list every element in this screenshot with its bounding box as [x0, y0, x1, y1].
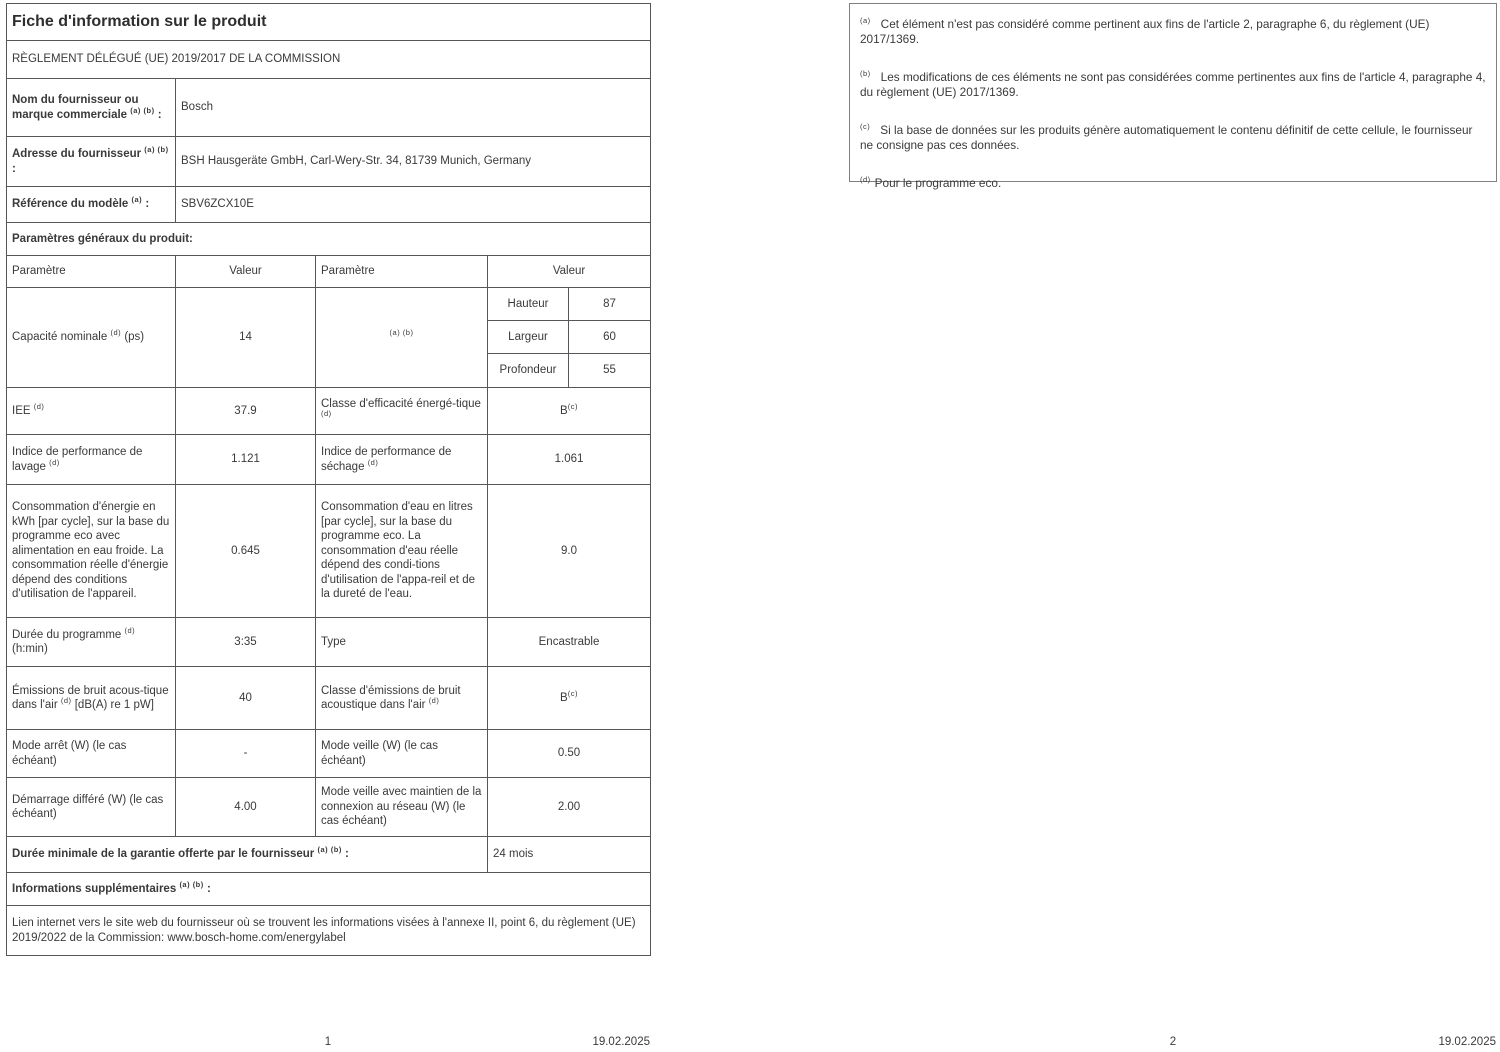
networked-standby-value: 2.00 [557, 800, 581, 813]
standby-value: 0.50 [557, 747, 581, 760]
iee-label-cell [7, 388, 176, 435]
iee-value: 37.9 [234, 404, 257, 417]
supplier-name-value-cell [176, 79, 651, 137]
noise-label: Émissions de bruit acous-tique dans l'air [12, 684, 169, 711]
duration-label-cell [7, 618, 176, 667]
off-mode-value: - [243, 747, 248, 760]
dim-profondeur-value: 55 [603, 364, 616, 377]
section-header-text: Paramètres généraux du produit: [12, 232, 193, 245]
water-consumption-label: Consommation d'eau en litres [par cycle], sur la base du programme eco. La consommation d'eau réelle dépend des condi-tions d'utilisation de l'appa-reil et de la dureté de l'eau. [321, 501, 475, 601]
networked-standby-label: Mode veille avec maintien de la connexion au réseau (W) (le cas échéant) [321, 786, 482, 828]
energy-class-value: B [560, 404, 568, 417]
model-ref-value-cell [176, 187, 651, 223]
sup-marker: (d) [49, 457, 60, 467]
performance-row [7, 435, 651, 485]
guarantee-value-cell [488, 837, 651, 873]
sup-marker: (d) [124, 625, 136, 635]
noise-class-label-cell [316, 667, 488, 730]
page2-number: 2 [1169, 1036, 1177, 1048]
duration-row [7, 618, 651, 667]
sup-marker: (a) [131, 195, 143, 205]
delayed-start-value-cell [176, 778, 316, 837]
guarantee-label-cell [7, 837, 488, 873]
noise-class-label: Classe d'émissions de bruit acoustique dans l'air [321, 684, 461, 711]
washing-index-value-cell [176, 435, 316, 485]
dim-largeur-value: 60 [603, 330, 616, 343]
supplier-address-label-cell [7, 137, 176, 187]
delayed-start-row [7, 778, 651, 837]
page1-number: 1 [324, 1036, 332, 1048]
regulation-text: RÈGLEMENT DÉLÉGUÉ (UE) 2019/2017 DE LA COMMISSION [12, 53, 341, 66]
guarantee-label-colon: : [341, 848, 349, 861]
water-consumption-label-cell [316, 485, 488, 618]
off-mode-row [7, 730, 651, 778]
sup-marker: (d) [367, 457, 379, 467]
sup-marker: (c) [567, 401, 578, 411]
guarantee-label: Durée minimale de la garantie offerte par le fournisseur [12, 848, 318, 861]
supplier-name-label-cell [7, 79, 176, 137]
col-header-param1 [7, 256, 176, 288]
energy-consumption-row [7, 485, 651, 618]
dimensions-label-cell [316, 288, 488, 388]
iee-label: IEE [12, 404, 34, 417]
col-header-param2-text: Paramètre [321, 265, 375, 278]
water-consumption-value-cell [488, 485, 651, 618]
energy-consumption-label-cell [7, 485, 176, 618]
supplier-name-row [7, 79, 651, 137]
off-mode-value-cell [176, 730, 316, 778]
supplier-address-label-colon: : [12, 162, 16, 175]
networked-standby-label-cell [316, 778, 488, 837]
col-header-value1 [176, 256, 316, 288]
sup-marker: (c) [860, 122, 871, 132]
dim-profondeur-label: Profondeur [499, 364, 557, 377]
noise-row [7, 667, 651, 730]
page2-date: 19.02.2025 [1438, 1036, 1496, 1048]
footnote-b [860, 70, 1486, 100]
model-ref-row [7, 187, 651, 223]
water-consumption-value: 9.0 [561, 544, 577, 557]
sup-marker: (a) (b) [130, 105, 155, 115]
col-header-value2 [488, 256, 651, 288]
standby-label: Mode veille (W) (le cas échéant) [321, 740, 438, 767]
noise-class-value-cell [488, 667, 651, 730]
footnote-c-text: Si la base de données sur les produits génère automatiquement le contenu définitif de cette cellule, le fournisseur ne consigne pas ces données. [860, 123, 1473, 152]
iee-value-cell [176, 388, 316, 435]
supplier-name-value: Bosch [181, 101, 213, 114]
sup-marker: (d) [60, 696, 72, 706]
sup-marker: (d) [110, 328, 122, 338]
dim-largeur-value-cell [569, 321, 651, 354]
sup-marker: (a) (b) [179, 879, 204, 889]
capacity-label: Capacité nominale [12, 331, 111, 344]
page-title-text: Fiche d'information sur le produit [12, 12, 267, 30]
drying-index-value-cell [488, 435, 651, 485]
additional-info-cell [7, 873, 651, 906]
supplier-address-value-cell [176, 137, 651, 187]
section-header-cell [7, 223, 651, 256]
footnote-d [860, 176, 1486, 191]
standby-label-cell [316, 730, 488, 778]
noise-value-cell [176, 667, 316, 730]
supplier-address-value: BSH Hausgeräte GmbH, Carl-Wery-Str. 34, 81739 Munich, Germany [181, 155, 532, 168]
noise-label-unit: [dB(A) re 1 pW] [71, 699, 154, 711]
sup-marker: (d) [33, 401, 45, 411]
footnote-a [860, 17, 1486, 47]
dim-hauteur-value: 87 [603, 297, 616, 310]
supplier-link-text: Lien internet vers le site web du fournisseur où se trouvent les informations visées à l'annexe II, point 6, du règlement (UE) 2019/2022 de la Commission: www.bosch-home.com/energylabel [12, 917, 636, 944]
washing-index-label-cell [7, 435, 176, 485]
supplier-address-row [7, 137, 651, 187]
regulation-row [7, 41, 651, 79]
washing-index-label: Indice de performance de lavage [12, 446, 143, 473]
model-ref-label-cell [7, 187, 176, 223]
page1-date: 19.02.2025 [592, 1036, 650, 1048]
sup-marker: (d) [321, 409, 332, 419]
footnotes-box [849, 3, 1497, 190]
standby-value-cell [488, 730, 651, 778]
additional-info-label: Informations supplémentaires [12, 882, 180, 895]
networked-standby-value-cell [488, 778, 651, 837]
capacity-label-cell [7, 288, 176, 388]
section-header-row [7, 223, 651, 256]
dim-profondeur-value-cell [569, 354, 651, 388]
dim-largeur-label-cell [488, 321, 569, 354]
footnote-b-text: Les modifications de ces éléments ne sont pas considérées comme pertinentes aux fins de l'article 4, paragraphe 4, du règlement (UE) 2017/1369. [860, 70, 1486, 99]
col-header-param2 [316, 256, 488, 288]
drying-index-label: Indice de performance de séchage [321, 446, 452, 473]
sup-marker: (d) [428, 696, 440, 706]
drying-index-label-cell [316, 435, 488, 485]
sup-marker: (a) [860, 16, 871, 26]
capacity-value: 14 [239, 331, 252, 344]
model-ref-label: Référence du modèle [12, 198, 132, 211]
energy-class-label-cell [316, 388, 488, 435]
col-header-value1-text: Valeur [229, 265, 262, 278]
col-header-param1-text: Paramètre [12, 265, 66, 278]
column-header-row [7, 256, 651, 288]
sup-marker: (d) [860, 175, 871, 185]
washing-index-value: 1.121 [231, 453, 260, 466]
energy-class-value-cell [488, 388, 651, 435]
energy-consumption-value: 0.645 [231, 544, 260, 557]
delayed-start-label-cell [7, 778, 176, 837]
energy-consumption-value-cell [176, 485, 316, 618]
noise-class-value: B [560, 691, 568, 704]
dim-hauteur-label-cell [488, 288, 569, 321]
iee-row [7, 388, 651, 435]
type-value-cell [488, 618, 651, 667]
col-header-value2-text: Valeur [552, 265, 586, 278]
sup-marker: (a) (b) [389, 328, 414, 338]
dim-largeur-label: Largeur [508, 330, 548, 343]
dim-hauteur-label: Hauteur [507, 297, 549, 310]
dim-profondeur-label-cell [488, 354, 569, 388]
sup-marker: (a) (b) [144, 145, 169, 155]
delayed-start-value: 4.00 [234, 800, 257, 813]
supplier-link-row [7, 906, 651, 956]
off-mode-label-cell [7, 730, 176, 778]
supplier-address-label: Adresse du fournisseur [12, 148, 145, 160]
guarantee-row [7, 837, 651, 873]
type-value: Encastrable [538, 635, 600, 648]
energy-class-label: Classe d'efficacité énergé-tique [321, 397, 481, 410]
type-label-cell [316, 618, 488, 667]
delayed-start-label: Démarrage différé (W) (le cas échéant) [12, 793, 164, 820]
sup-marker: (a) (b) [317, 845, 342, 855]
product-fiche-table [6, 3, 651, 956]
dim-hauteur-value-cell [569, 288, 651, 321]
footnote-c [860, 123, 1486, 153]
duration-value-cell [176, 618, 316, 667]
capacity-value-cell [176, 288, 316, 388]
footnote-a-text: Cet élément n'est pas considéré comme pertinent aux fins de l'article 2, paragraphe 6, du règlement (UE) 2017/1369. [860, 17, 1430, 46]
duration-value: 3:35 [234, 635, 257, 648]
noise-value: 40 [239, 691, 252, 704]
drying-index-value: 1.061 [554, 453, 584, 466]
sup-marker: (c) [567, 688, 578, 698]
supplier-name-label-colon: : [154, 108, 162, 121]
supplier-name-label: Nom du fournisseur ou marque commerciale [12, 94, 139, 121]
additional-info-row [7, 873, 651, 906]
capacity-label-unit: (ps) [121, 331, 145, 344]
sup-marker: (b) [860, 69, 871, 79]
guarantee-value: 24 mois [493, 848, 534, 861]
model-ref-label-colon: : [142, 198, 150, 211]
regulation-cell [7, 41, 651, 79]
duration-label: Durée du programme [12, 628, 125, 641]
energy-consumption-label: Consommation d'énergie en kWh [par cycle], sur la base du programme eco avec alimentation en eau froide. La consommation réelle d'énergie dépend des conditions d'utilisation de l'appareil. [12, 501, 170, 601]
type-label: Type [321, 635, 346, 648]
title-row [7, 4, 651, 41]
footnote-d-text: Pour le programme eco. [874, 176, 1002, 190]
model-ref-value: SBV6ZCX10E [181, 198, 254, 211]
additional-info-colon: : [203, 882, 211, 895]
off-mode-label: Mode arrêt (W) (le cas échéant) [12, 740, 127, 767]
noise-label-cell [7, 667, 176, 730]
supplier-link-cell [7, 906, 651, 956]
page-title [7, 4, 651, 41]
duration-label-unit: (h:min) [12, 643, 48, 655]
capacity-row [7, 288, 651, 321]
